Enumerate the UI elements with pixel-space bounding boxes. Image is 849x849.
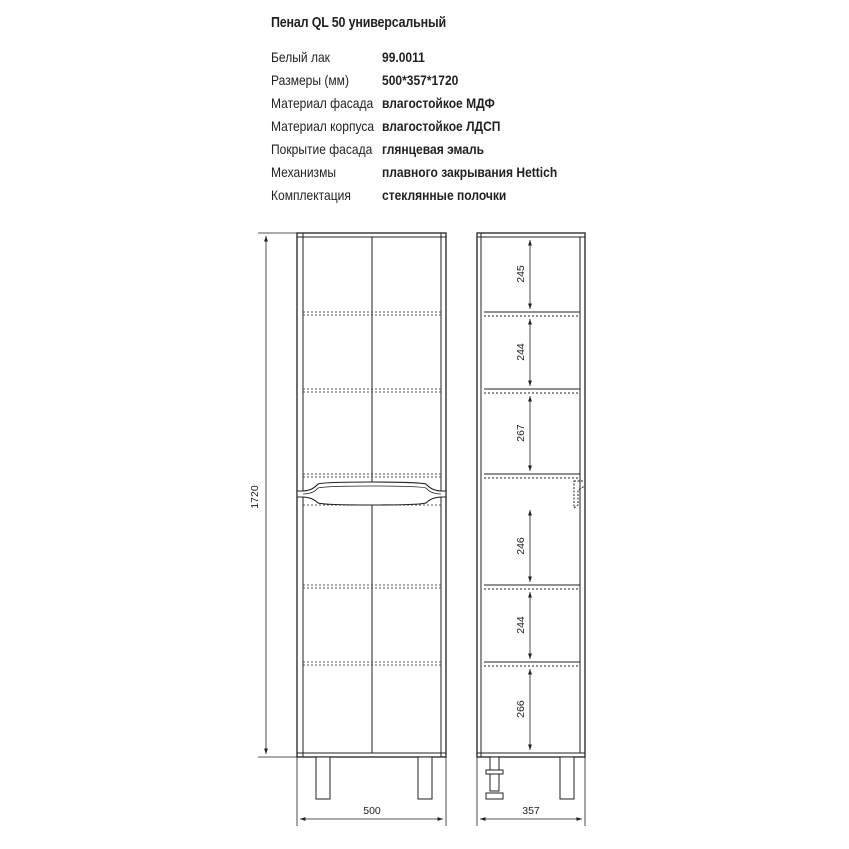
- product-title: Пенал QL 50 универсальный: [271, 15, 446, 31]
- spec-label: Покрытие фасада: [271, 141, 373, 157]
- spec-label: Белый лак: [271, 49, 330, 65]
- shelf-gap-label: 267: [515, 424, 527, 442]
- shelf-gap-label: 266: [515, 700, 527, 718]
- spec-label: Материал фасада: [271, 95, 374, 111]
- spec-label: Комплектация: [271, 187, 351, 203]
- shelf-gap-label: 244: [515, 343, 527, 361]
- front-leg-left: [316, 757, 330, 799]
- spec-value: плавного закрывания Hettich: [382, 164, 558, 180]
- spec-value: стеклянные полочки: [382, 187, 507, 203]
- shelf-gap-label: 244: [515, 616, 527, 634]
- spec-label: Материал корпуса: [271, 118, 375, 134]
- side-view: [477, 233, 585, 799]
- spec-value: влагостойкое ЛДСП: [382, 118, 501, 134]
- front-view: [297, 233, 446, 799]
- side-leg-front: [560, 757, 574, 799]
- width-label: 500: [363, 805, 381, 817]
- spec-label: Механизмы: [271, 164, 337, 180]
- side-leg-adjuster: [486, 770, 503, 774]
- spec-value: 99.0011: [382, 49, 425, 65]
- door-handle: [297, 482, 446, 505]
- spec-value: 500*357*1720: [382, 72, 459, 88]
- front-leg-right: [418, 757, 432, 799]
- shelf-gap-label: 245: [515, 265, 527, 283]
- depth-label: 357: [522, 805, 540, 817]
- spec-value: глянцевая эмаль: [382, 141, 485, 157]
- height-dimension: [258, 233, 297, 757]
- spec-value: влагостойкое МДФ: [382, 95, 495, 111]
- spec-label: Размеры (мм): [271, 72, 349, 88]
- side-shelves: [484, 312, 580, 666]
- height-label: 1720: [249, 485, 261, 509]
- shelf-gap-label: 246: [515, 537, 527, 555]
- side-leg-foot: [486, 793, 503, 799]
